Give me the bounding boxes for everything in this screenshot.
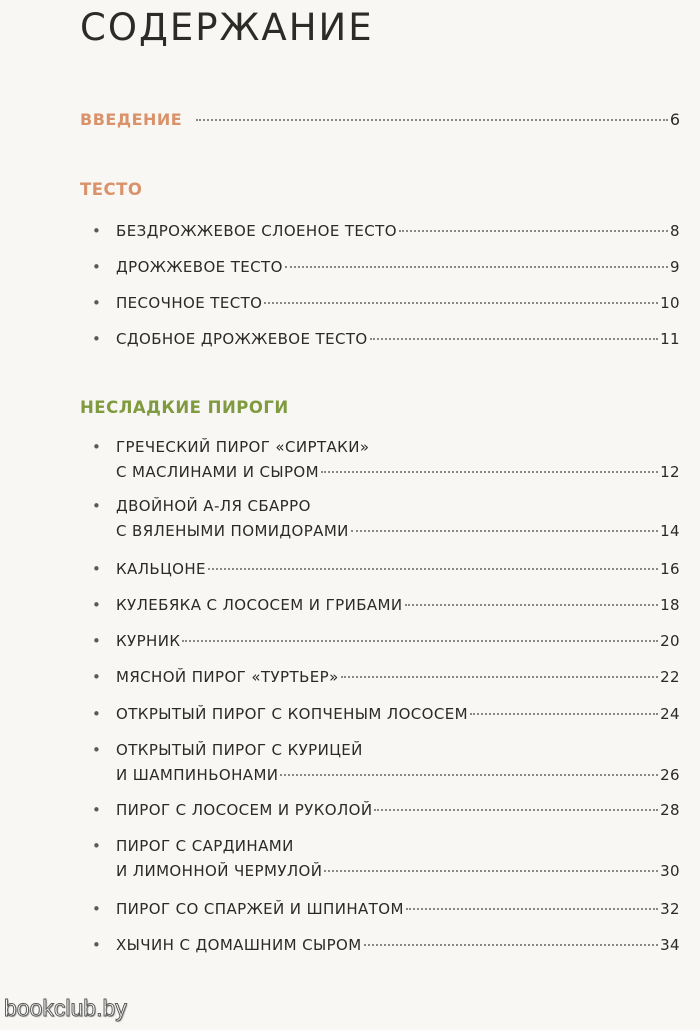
entry-title-line2: С МАСЛИНАМИ И СЫРОМ — [116, 463, 319, 481]
page-number: 20 — [660, 632, 680, 650]
bullet-icon: • — [92, 668, 102, 686]
page-number: 10 — [660, 294, 680, 312]
page-number: 16 — [660, 560, 680, 578]
entry-title: ПИРОГ С САРДИНАМИ — [116, 837, 294, 855]
toc-entry[interactable] — [92, 798, 680, 823]
dot-leader — [351, 530, 658, 532]
entry-title: ГРЕЧЕСКИЙ ПИРОГ «СИРТАКИ» — [116, 438, 370, 456]
page-number: 14 — [660, 522, 680, 540]
entry-title: КУЛЕБЯКА С ЛОСОСЕМ И ГРИБАМИ — [116, 596, 403, 614]
entry-title: СДОБНОЕ ДРОЖЖЕВОЕ ТЕСТО — [116, 330, 368, 348]
dot-leader — [280, 774, 658, 776]
entry-title: ПИРОГ СО СПАРЖЕЙ И ШПИНАТОМ — [116, 900, 404, 918]
page-title: СОДЕРЖАНИЕ — [80, 6, 374, 49]
page-number: 22 — [660, 668, 680, 686]
dot-leader — [399, 230, 668, 232]
page-number: 26 — [660, 766, 680, 784]
bullet-icon: • — [92, 294, 102, 312]
toc-entry[interactable] — [92, 327, 680, 352]
watermark-logo: bookclub.by — [4, 995, 127, 1021]
toc-entry[interactable] — [92, 933, 680, 958]
entry-title: ПЕСОЧНОЕ ТЕСТО — [116, 294, 263, 312]
bullet-icon: • — [92, 497, 102, 515]
toc-entry[interactable] — [92, 702, 680, 727]
dot-leader — [364, 944, 659, 946]
page-number: 24 — [660, 705, 680, 723]
toc-entry[interactable] — [92, 494, 680, 544]
entry-title: ДРОЖЖЕВОЕ ТЕСТО — [116, 258, 283, 276]
dot-leader — [208, 568, 658, 570]
toc-entry[interactable] — [92, 557, 680, 582]
entry-title: ОТКРЫТЫЙ ПИРОГ С КОПЧЕНЫМ ЛОСОСЕМ — [116, 705, 468, 723]
page-number: 6 — [669, 110, 680, 129]
entry-title-line2: И ЛИМОННОЙ ЧЕРМУЛОЙ — [116, 862, 323, 880]
toc-entry[interactable] — [92, 593, 680, 618]
page-number: 18 — [660, 596, 680, 614]
toc-entry[interactable] — [92, 665, 680, 690]
toc-entry[interactable] — [92, 291, 680, 316]
bullet-icon: • — [92, 438, 102, 456]
page-number: 9 — [670, 258, 680, 276]
dot-leader — [374, 809, 658, 811]
page-number: 12 — [660, 463, 680, 481]
entry-title: МЯСНОЙ ПИРОГ «ТУРТЬЕР» — [116, 668, 339, 686]
dot-leader — [321, 471, 658, 473]
bullet-icon: • — [92, 741, 102, 759]
dot-leader — [341, 676, 658, 678]
page-number: 34 — [660, 936, 680, 954]
entry-title: БЕЗДРОЖЖЕВОЕ СЛОЕНОЕ ТЕСТО — [116, 222, 397, 240]
page-number: 11 — [660, 330, 680, 348]
toc-entry[interactable] — [92, 897, 680, 922]
bullet-icon: • — [92, 596, 102, 614]
toc-entry[interactable] — [92, 738, 680, 788]
entry-title: ДВОЙНОЙ А-ЛЯ СБАРРО — [116, 497, 311, 515]
entry-title: КАЛЬЦОНЕ — [116, 560, 206, 578]
dot-leader — [406, 908, 658, 910]
dot-leader — [264, 302, 658, 304]
entry-title-line2: И ШАМПИНЬОНАМИ — [116, 766, 279, 784]
entry-title-line2: С ВЯЛЕНЫМИ ПОМИДОРАМИ — [116, 522, 349, 540]
bullet-icon: • — [92, 258, 102, 276]
toc-entry[interactable] — [92, 255, 680, 280]
bullet-icon: • — [92, 632, 102, 650]
bullet-icon: • — [92, 801, 102, 819]
dot-leader — [470, 713, 658, 715]
bullet-icon: • — [92, 936, 102, 954]
section-heading-dough: ТЕСТО — [80, 180, 143, 199]
section-heading-savory-pies: НЕСЛАДКИЕ ПИРОГИ — [80, 398, 289, 417]
page-number: 30 — [660, 862, 680, 880]
toc-entry[interactable] — [92, 435, 680, 485]
page-number: 32 — [660, 900, 680, 918]
intro-label: ВВЕДЕНИЕ — [80, 110, 183, 129]
entry-title: ОТКРЫТЫЙ ПИРОГ С КУРИЦЕЙ — [116, 741, 363, 759]
entry-title: ХЫЧИН С ДОМАШНИМ СЫРОМ — [116, 936, 362, 954]
toc-entry[interactable] — [92, 629, 680, 654]
page-number: 8 — [670, 222, 680, 240]
bullet-icon: • — [92, 900, 102, 918]
dot-leader — [324, 870, 658, 872]
bullet-icon: • — [92, 330, 102, 348]
toc-entry[interactable] — [92, 219, 680, 244]
toc-entry-intro[interactable] — [80, 110, 680, 129]
entry-title: ПИРОГ С ЛОСОСЕМ И РУКОЛОЙ — [116, 801, 373, 819]
bullet-icon: • — [92, 222, 102, 240]
page-number: 28 — [660, 801, 680, 819]
entry-title: КУРНИК — [116, 632, 181, 650]
dot-leader — [182, 640, 658, 642]
bullet-icon: • — [92, 837, 102, 855]
dot-leader — [285, 266, 668, 268]
bullet-icon: • — [92, 560, 102, 578]
dot-leader — [370, 338, 658, 340]
dot-leader — [196, 119, 668, 121]
bullet-icon: • — [92, 705, 102, 723]
toc-entry[interactable] — [92, 834, 680, 884]
dot-leader — [405, 604, 659, 606]
